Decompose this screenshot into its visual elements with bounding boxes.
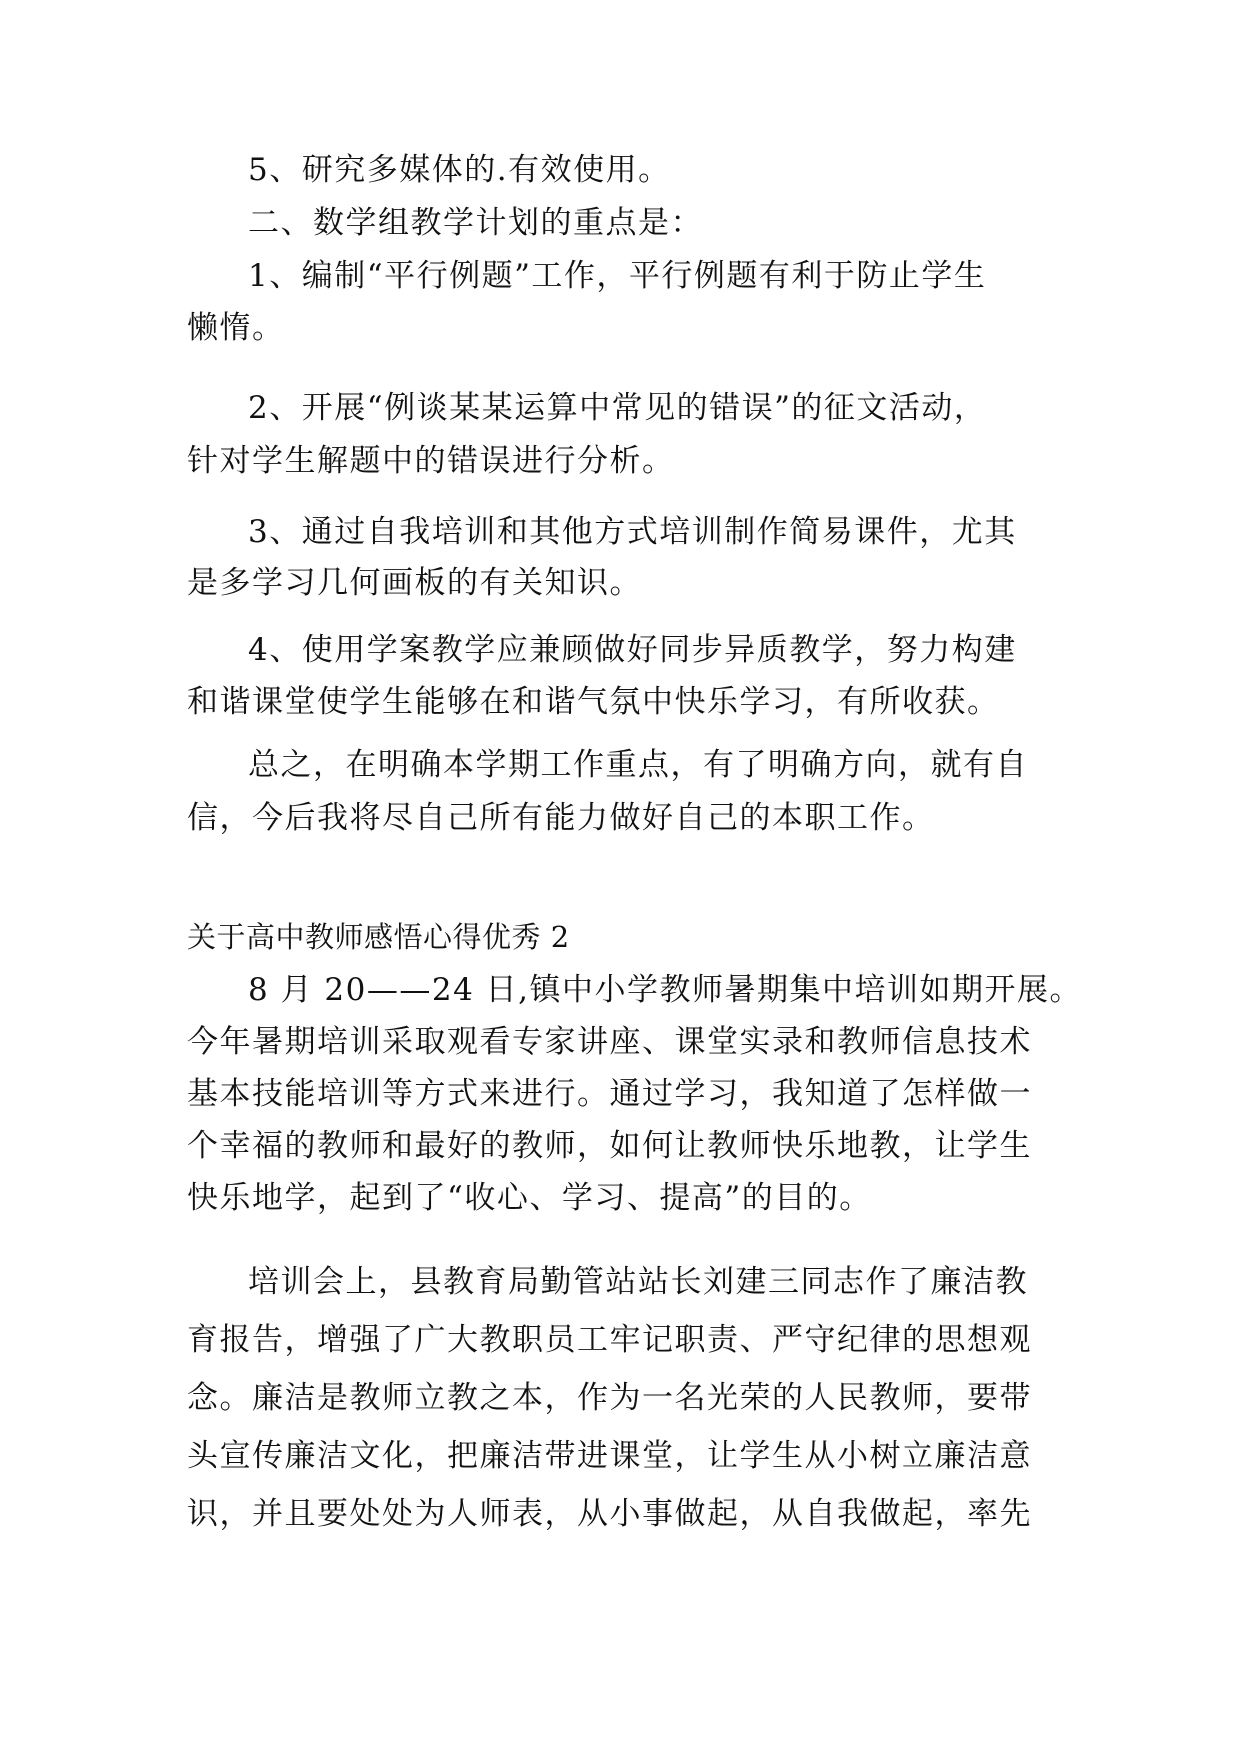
- paragraph-integrity-line-3: 念。廉洁是教师立教之本，作为一名光荣的人民教师，要带: [187, 1380, 1032, 1416]
- paragraph-math-heading: 二、数学组教学计划的重点是：: [248, 205, 703, 241]
- paragraph-training-line-5: 快乐地学，起到了“收心、学习、提高”的目的。: [187, 1180, 872, 1216]
- paragraph-item-4-line-2: 和谐课堂使学生能够在和谐气氛中快乐学习，有所收获。: [187, 684, 1000, 720]
- paragraph-training-line-3: 基本技能培训等方式来进行。通过学习，我知道了怎样做一: [187, 1076, 1032, 1112]
- paragraph-item-1-line-1: 1、编制“平行例题”工作，平行例题有利于防止学生: [248, 258, 987, 294]
- paragraph-item-2-line-1: 2、开展“例谈某某运算中常见的错误”的征文活动，: [248, 390, 987, 426]
- paragraph-item-1-line-2: 懒惰。: [187, 310, 285, 346]
- paragraph-item-3-line-2: 是多学习几何画板的有关知识。: [187, 565, 642, 601]
- paragraph-item-2-line-2: 针对学生解题中的错误进行分析。: [187, 443, 675, 479]
- paragraph-integrity-line-1: 培训会上，县教育局勤管站站长刘建三同志作了廉洁教: [248, 1264, 1028, 1300]
- paragraph-training-line-1: 8 月 20——24 日,镇中小学教师暑期集中培训如期开展。: [248, 972, 1083, 1008]
- paragraph-item-5: 5、研究多媒体的.有效使用。: [248, 152, 671, 188]
- paragraph-integrity-line-2: 育报告，增强了广大教职员工牢记职责、严守纪律的思想观: [187, 1322, 1032, 1358]
- paragraph-summary-line-1: 总之，在明确本学期工作重点，有了明确方向，就有自: [248, 747, 1028, 783]
- paragraph-item-4-line-1: 4、使用学案教学应兼顾做好同步异质教学，努力构建: [248, 632, 1017, 668]
- paragraph-integrity-line-4: 头宣传廉洁文化，把廉洁带进课堂，让学生从小树立廉洁意: [187, 1438, 1032, 1474]
- paragraph-training-line-4: 个幸福的教师和最好的教师，如何让教师快乐地教，让学生: [187, 1128, 1032, 1164]
- paragraph-training-line-2: 今年暑期培训采取观看专家讲座、课堂实录和教师信息技术: [187, 1024, 1032, 1060]
- paragraph-summary-line-2: 信，今后我将尽自己所有能力做好自己的本职工作。: [187, 800, 935, 836]
- paragraph-item-3-line-1: 3、通过自我培训和其他方式培训制作简易课件，尤其: [248, 514, 1017, 550]
- paragraph-integrity-line-5: 识，并且要处处为人师表，从小事做起，从自我做起，率先: [187, 1496, 1032, 1532]
- section-title: 关于高中教师感悟心得优秀 2: [187, 920, 570, 954]
